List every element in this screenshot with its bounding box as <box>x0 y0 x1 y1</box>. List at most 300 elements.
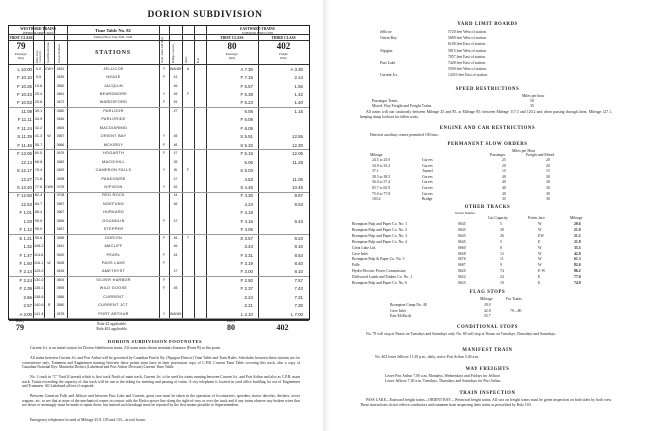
cell-nm: 0618 <box>56 269 65 274</box>
other-points: W <box>538 257 542 262</box>
cell-lt: 11.09 <box>21 108 32 114</box>
cell-nm: 0676 <box>56 151 65 156</box>
footnote-1: Current Jct. is an initial station for Dorion Subdivision trains. All trains must obtain terminal clearance (Form B) at this point. <box>30 346 221 350</box>
cell-lt: S 12.17 <box>16 168 32 174</box>
cell-s1: F <box>162 142 166 147</box>
sidings-label: Sidings Capacity <box>172 43 175 63</box>
cell-mi: 114.6 <box>34 252 44 257</box>
cell-s2: 47 <box>173 151 178 156</box>
slow-head-mileage: Mileage <box>370 153 383 157</box>
cell-e2: 1.56 <box>294 83 303 89</box>
cell-e2: 12.55 <box>292 134 303 140</box>
way-freight-line-2: Leave Jellicoe 7.30 a.m. Tuesdays, Thursdays and Saturdays for Port Arthur. <box>385 379 502 383</box>
slow-kind: Curves <box>422 191 433 196</box>
eastward-label: EASTWARD TRAINS <box>240 27 275 31</box>
cell-s2: 47 <box>173 218 178 223</box>
yard-limit-text: 5500 feet West of station. <box>448 67 487 72</box>
other-station: 0645 <box>458 222 466 226</box>
cell-e1: 2.21 <box>244 303 253 309</box>
cell-s2: 41 <box>173 75 178 80</box>
cell-e2: 1.15 <box>294 108 303 114</box>
other-station: 0645 <box>458 239 466 244</box>
cell-nm: 0687 <box>56 201 65 206</box>
cell-st: MCKIRDY <box>103 142 124 147</box>
cell-s2: 39 <box>173 159 178 164</box>
inspection-note: PASS LAKE—Eastward freight trains—ORIENT BAY—Westward freight trains. All cars on freight trains must be given inspection on both sides by both crew. These instructions do not relieve conductors and trainmen from inspecting their trains as prescribed by Rule 103. <box>360 398 612 407</box>
cell-lt: F 1.50 <box>19 261 32 267</box>
cell-s1: Y <box>162 92 166 97</box>
slow-passenger: 15 <box>502 169 506 174</box>
rule-left: Rule 42 applicable. <box>97 322 127 326</box>
cell-e1: F 6.23 <box>240 100 253 106</box>
cell-st: PEARL <box>106 252 121 257</box>
cell-s1: Y <box>162 66 166 71</box>
cell-e1: S 5.51 <box>240 134 253 140</box>
westward-days: Daily <box>17 56 25 60</box>
cell-e1: 6.06 <box>244 108 253 114</box>
other-name: Brompton Pulp and Paper Co. No. 1 <box>352 222 408 226</box>
cell-mi: 116.1 <box>34 261 44 266</box>
slow-kind: Curves <box>422 174 433 179</box>
slow-mileage: 75.0 to 77.8 <box>372 191 391 196</box>
table-row <box>9 285 309 293</box>
other-name: Driftwood Lands and Timber Co. No. 1 <box>352 275 413 280</box>
footnote-4: Between Cameron Falls and Jellicoe and between Pass Lake and Current, great care must be taken in the operation of locomotives, speeders, motor derricks, ditchers, tower wagons, etc. to see that at none of the mechanical cranes in contact with the Hydro power line along the right-of-way or over the track and if any trains observe any broken wires that are down or seemingly must be made to repair these, but instead such breakage must be reported by the first means possible to Superintendent. <box>22 394 300 408</box>
table-row <box>9 150 309 158</box>
table-row <box>9 192 309 200</box>
other-capacity: 24 <box>500 275 504 280</box>
cell-lt: 12.53 <box>21 201 32 207</box>
slow-passenger: 40 <box>502 191 506 196</box>
cell-st: PARLOOR <box>103 108 124 113</box>
table-row <box>9 259 309 267</box>
flag-head-trains: For Trains <box>506 297 522 301</box>
freight-train-number: 402 <box>276 41 291 51</box>
eastward-sub: SUPERIOR DIRECTION <box>241 30 274 35</box>
cell-mi: 0.0 <box>35 66 42 71</box>
cell-lt: F 1.12 <box>19 227 32 233</box>
slow-passenger: 40 <box>502 180 506 185</box>
cell-lt: F 10.53 <box>17 100 32 106</box>
yard-limit-title: YARD LIMIT BOARDS <box>457 22 518 27</box>
cell-e1: F 4.06 <box>240 227 253 233</box>
station-number-label: Station Numbers <box>58 44 61 63</box>
other-mileage: 61.3 <box>574 257 581 262</box>
cell-s2: 44 <box>173 193 178 198</box>
cell-lt: 12.14 <box>21 159 32 165</box>
cell-e1: F 5.16 <box>240 151 253 157</box>
cell-e2: 9.23 <box>294 235 303 241</box>
cell-s2: 51 <box>173 100 178 105</box>
cell-lt: F 11.11 <box>17 117 32 123</box>
cell-s2: 45 <box>173 92 178 97</box>
cell-mi: 15.6 <box>34 83 43 88</box>
cell-mi: 95.6 <box>34 235 43 240</box>
footer-day-right: Daily <box>226 319 236 323</box>
table-row <box>9 158 309 166</box>
slow-freight: 20 <box>546 163 550 168</box>
cell-mi: 55.7 <box>34 142 43 147</box>
slow-passenger: 20 <box>502 163 506 168</box>
cell-st: HURKARD <box>103 210 124 215</box>
cell-e2: 7.31 <box>294 294 303 300</box>
speed-head: Miles per hour <box>522 94 545 98</box>
cell-e1: F 3.31 <box>240 252 253 258</box>
cell-st: NEAZE <box>106 75 121 80</box>
cell-lt: F 10.26 <box>17 83 32 89</box>
flag-stops-title: FLAG STOPS <box>469 290 506 295</box>
cell-mi: 125.2 <box>34 269 44 274</box>
cell-nm: 0578 <box>56 311 65 316</box>
other-name: Great Lake Ltd. <box>352 245 377 250</box>
westward-label: WESTWARD TRAINS <box>20 27 56 31</box>
cell-s2: 45 <box>173 134 178 139</box>
cell-nm: 0680 <box>56 108 65 113</box>
cell-mi: 71.8 <box>34 176 43 181</box>
cell-mi: 25.4 <box>34 92 43 97</box>
cell-e2: 1.42 <box>294 92 303 98</box>
timetable-page-right <box>330 0 645 431</box>
yard-limit-station: Orient Bay <box>380 36 397 41</box>
cell-e2: 11.05 <box>292 176 303 182</box>
yard-limit-station: Pass Lake <box>380 61 396 65</box>
cell-e2: 8.54 <box>294 252 303 258</box>
flag-mileage: 42.8 <box>484 308 491 313</box>
cell-e2: 7.30 <box>294 303 303 309</box>
cell-s1: F <box>162 75 166 80</box>
yard-limit-text: 5815 feet West of station. <box>448 48 487 53</box>
other-name: Brompton Pulp and Paper Co. No. 4 <box>352 239 408 244</box>
cell-st: PASS LAKE <box>101 261 126 266</box>
cell-sp: R <box>47 303 51 308</box>
cell-st: WARDSFORD <box>99 100 128 105</box>
rule-right: Rule 402 applicable. <box>96 327 128 331</box>
other-tracks-title: OTHER TRACKS <box>464 205 511 210</box>
slow-freight: 30 <box>546 197 550 202</box>
other-points: W <box>538 222 542 226</box>
cell-s1: Y <box>162 184 166 189</box>
table-row <box>9 166 309 174</box>
cell-mi: 60.5 <box>34 151 43 156</box>
cell-mi: 95.5 <box>34 218 43 223</box>
footnotes-title: DORION SUBDIVISION FOOTNOTES <box>107 339 203 344</box>
conditional-title: CONDITIONAL STOPS <box>456 325 519 330</box>
cell-e1: 4.53 <box>244 176 253 182</box>
cell-s1: F <box>162 151 166 156</box>
cell-nm: 0595 <box>56 286 65 291</box>
other-points: W <box>538 227 542 232</box>
cell-s2: 52 <box>173 184 178 189</box>
other-capacity: 11 <box>500 257 504 262</box>
cell-e1: 4.24 <box>244 201 253 207</box>
speed-freight-value: 35 <box>530 104 534 108</box>
cell-lt: 1.03 <box>23 218 32 224</box>
slow-mileage: 24.5 to 25.0 <box>372 158 391 162</box>
flag-name: East McKirdy <box>390 314 412 319</box>
cell-nm: 0658 <box>56 235 65 240</box>
yard-limit-text: 7057 feet East of station. <box>448 54 486 59</box>
cell-e2: 10.45 <box>292 184 303 190</box>
cell-st: STEPPER <box>103 227 124 232</box>
cell-nm: 0631 <box>56 66 65 71</box>
cell-s1: Y <box>162 311 166 316</box>
freight-days: Daily <box>280 56 287 60</box>
table-row <box>9 200 309 208</box>
other-points: E <box>538 275 541 280</box>
cell-e1: F 4.30 <box>240 193 253 199</box>
cell-mi: 76.4 <box>34 168 43 173</box>
table-row <box>9 293 309 301</box>
other-station: 0676 <box>458 257 466 262</box>
cell-st: RED ROCK <box>102 193 125 198</box>
cell-mi: 141.4 <box>34 311 44 316</box>
cell-nm: 0698 <box>56 176 65 181</box>
footer-train-402: 402 <box>276 323 289 332</box>
other-station: 0660 <box>458 245 466 250</box>
cell-e2: 12.30 <box>292 142 303 148</box>
other-mileage: 77.0 <box>574 275 581 280</box>
footnote-2: All trains between Current Jct. and Port Arthur will be governed by Canadian Pacific Ry. (Nipigon District) Time Table and Train Rules. Schedules between these stations are for convenience only. Trainmen and Enginemen running between these points must have in their possession copy of C.P.R. Current Time Table covering this track, also a copy of Canadian National Rys. Manitoba District (Lakehead and Port Arthur Division) Current Time Table. <box>22 356 300 370</box>
cell-mi: 34.9 <box>34 117 43 122</box>
cell-lt: F 2.14 <box>19 269 32 275</box>
cell-e1: S 5.32 <box>240 142 253 148</box>
speed-title: SPEED RESTRICTIONS <box>455 87 520 92</box>
cell-s3: T <box>186 235 190 240</box>
table-row <box>9 242 309 250</box>
table-row <box>9 133 309 141</box>
cell-st: CURRENT JCT. <box>98 303 129 308</box>
speed-passenger-label: Passenger Trains <box>372 99 398 103</box>
cell-e1: F 6.05 <box>240 125 253 131</box>
other-capacity: 5 <box>500 222 502 226</box>
slow-head-passenger: Passenger <box>490 153 506 157</box>
table-row <box>9 124 309 132</box>
cell-nm: 0692 <box>56 168 65 173</box>
timetable-number: Time Table No. 82 <box>95 28 131 33</box>
slow-freight: 30 <box>546 191 550 196</box>
westward-train-kind: Passenger <box>15 52 27 56</box>
cell-e1: A 7.30 <box>240 66 253 72</box>
other-station: 0687 <box>458 263 466 268</box>
slow-kind: Curves <box>422 163 433 168</box>
slow-passenger: 25 <box>502 158 506 162</box>
other-mileage: 42.8 <box>574 251 581 256</box>
cell-lt: 2.56 <box>23 294 32 300</box>
cell-st: HOGARTH <box>102 151 125 156</box>
speed-note: All trains will run cautiously between Mileage 25 and 85, at Mileage 85; between Mileage 117.3 and 120.2 and when passing through Jarnt, Mileage 127.1, keeping sharp lookout for fallen rocks. <box>360 110 612 119</box>
other-name: Brompton Pulp and Paper Co. No. 3 <box>352 233 408 238</box>
cell-lt: F 12.50 <box>17 193 32 199</box>
cell-s1: F <box>162 261 166 266</box>
cell-lt: F 2.24 <box>19 277 32 283</box>
yard-limit-text: 6100 feet East of station. <box>448 42 486 47</box>
flag-trains: 79—80 <box>510 308 522 313</box>
cell-st: AMCLIFF <box>104 244 123 249</box>
cell-e1: F 6.38 <box>240 92 253 98</box>
slow-head-freight: Freight and Mixed <box>526 153 555 157</box>
cell-e1: 5.06 <box>244 159 253 165</box>
cell-e1: F 4.18 <box>240 210 253 216</box>
other-mileage: 82.0 <box>574 263 581 268</box>
cell-st: PARLORIDE <box>101 117 126 122</box>
slow-head-mph: Miles per Hour <box>512 149 536 153</box>
slow-passenger: 35 <box>502 197 506 202</box>
cell-s1: Y <box>162 134 166 139</box>
other-points: W <box>538 245 542 250</box>
cell-st: ORIENT BAY <box>100 134 127 139</box>
cell-lt: F 12.06 <box>17 151 32 157</box>
cell-st: WILD GOOSE <box>99 286 128 291</box>
cell-mi: 108.2 <box>34 244 44 249</box>
engine-note: Heaviest auxiliary cranes permitted 100 tons. <box>370 133 439 137</box>
cell-sp: W <box>47 261 51 266</box>
other-mileage: 74.9 <box>574 281 581 285</box>
cell-mi: 84.7 <box>34 201 43 206</box>
cell-e2: 12.06 <box>292 151 303 157</box>
way-freight-line-1: Leave Port Arthur 7.00 a.m. Mondays, Wednesdays and Fridays for Jellicoe. <box>385 374 501 378</box>
slow-kind: Curves <box>422 158 433 162</box>
other-station: 0620 <box>458 269 466 274</box>
conditional-note: No. 79 will stop at Neazo on Tuesdays and Saturdays only. No. 80 will stop at Neazo on Tuesdays, Thursdays and Saturdays. <box>366 332 556 336</box>
cell-st: BEARDMORE <box>99 92 128 97</box>
cell-e1: L 2.10 <box>240 311 253 317</box>
cell-lt: F 11.24 <box>17 125 32 131</box>
cell-s1: F <box>162 235 166 240</box>
table-row <box>9 73 309 81</box>
cell-lt: F 2.39 <box>19 286 32 292</box>
footnote-5: Emergency telephones located at Mileage 25.8, 105 and 133—in tool house. <box>30 418 147 422</box>
other-name: Palle <box>352 263 360 268</box>
cell-sp: CWY <box>45 66 54 71</box>
slow-freight: 30 <box>546 186 550 190</box>
cell-st: SILVER HARBOR <box>96 277 131 282</box>
cell-mi: 25.8 <box>34 100 43 105</box>
cell-st: JACQUIN <box>104 83 123 88</box>
cell-e1: F 2.50 <box>240 277 253 283</box>
cell-e2: 7.57 <box>294 277 303 283</box>
cell-s3: F <box>186 168 190 173</box>
cell-s1: F <box>162 277 166 282</box>
other-head-points: Points face <box>528 216 545 220</box>
slow-mileage: 65.7 to 65.9 <box>372 186 391 190</box>
cell-nm: 0646 <box>56 117 65 122</box>
cell-lt: L 10.00 <box>17 66 32 72</box>
cell-st: NOEFUNG <box>102 201 125 206</box>
cell-e1: F 6.09 <box>240 117 253 123</box>
table-row <box>9 276 309 284</box>
slow-kind: Curves <box>422 180 433 185</box>
cell-nm: 0657 <box>56 227 65 232</box>
cell-s2: 46 <box>173 244 178 249</box>
cell-e1: 3.43 <box>244 244 253 250</box>
cell-st: DORION <box>105 235 122 240</box>
other-capacity: 26 <box>500 233 504 238</box>
yard-limit-text: 5720 feet West of station. <box>448 30 487 34</box>
cell-nm: 0705 <box>56 184 65 189</box>
westward-train-number: 79 <box>16 41 26 51</box>
cell-lt: S 11.29 <box>17 134 32 140</box>
cell-mi: 39.1 <box>34 108 43 113</box>
table-row <box>9 251 309 259</box>
yard-limit-station: Nipigon <box>380 48 393 53</box>
other-station: 0645 <box>458 233 466 238</box>
cell-nm: 0661 <box>56 92 65 97</box>
other-capacity: 30 <box>500 227 504 232</box>
cell-e2: 11.25 <box>292 159 303 165</box>
slow-mileage: 34.9 to 35.2 <box>372 163 391 168</box>
cell-lt: F 10.10 <box>17 75 32 81</box>
cell-mi: 42.2 <box>34 125 43 130</box>
table-row <box>9 302 309 310</box>
cell-lt: F 10.43 <box>17 92 32 98</box>
cell-nm: 0650 <box>56 83 65 88</box>
slow-orders-title: PERMANENT SLOW ORDERS <box>447 142 528 147</box>
other-mileage: 21.8 <box>574 239 581 244</box>
yard-limit-text: 7428 feet East of station. <box>448 61 486 65</box>
cell-st: GOUNDLIN <box>102 218 125 223</box>
engine-title: ENGINE AND CAR RESTRICTIONS <box>439 126 536 131</box>
table-row <box>9 90 309 98</box>
miles-label: Miles from Current Jct. <box>36 49 42 63</box>
cell-nm: 0672 <box>56 100 65 105</box>
other-name: Brompton Pulp and Paper Co. No. 2 <box>352 227 408 232</box>
other-station: 0658 <box>458 251 466 256</box>
cell-lt: S 12.40 <box>16 184 32 190</box>
cell-e1: F 4.16 <box>240 218 253 224</box>
other-name: Brompton Pulp and Paper Co. No. 6 <box>352 281 408 285</box>
cell-nm: 0630 <box>56 252 65 257</box>
other-points: E <box>538 281 541 285</box>
cell-s2: 45 <box>173 286 178 291</box>
other-head-station: Station Number <box>454 211 476 215</box>
cell-s2: 46 <box>173 235 178 240</box>
cell-e2: 1.40 <box>294 100 303 106</box>
table-row <box>9 82 309 90</box>
cell-mi: 138.6 <box>34 294 44 299</box>
table-row <box>9 65 309 73</box>
other-capacity: 12 <box>500 251 504 256</box>
cell-nm: 0639 <box>56 75 65 80</box>
cell-s2: 47 <box>173 108 178 113</box>
other-capacity: 10 <box>500 281 504 285</box>
flag-mileage: 55.7 <box>484 314 491 319</box>
slow-kind: Curves <box>422 186 433 190</box>
cell-mi: 41.3 <box>34 134 43 139</box>
fuel-label: Fuel <box>197 58 200 63</box>
cell-e1: S 3.57 <box>240 235 253 241</box>
cell-lt: F 1.01 <box>19 210 32 216</box>
cell-nm: 0654 <box>56 125 65 130</box>
cell-st: CAMERON FALLS <box>95 168 132 173</box>
eastward-train-kind: Passenger <box>226 52 238 56</box>
slow-freight: 30 <box>546 174 550 179</box>
eastward-third-class: THIRD CLASS <box>271 35 296 40</box>
cell-e2: 7.43 <box>294 286 303 292</box>
cell-lt: S 1.21 <box>19 235 32 241</box>
cell-s2: 46 <box>173 83 178 88</box>
other-head-mileage: Mileage <box>570 216 583 220</box>
cell-lt: F 11.46 <box>17 142 32 148</box>
slow-kind: Tunnel <box>422 169 433 174</box>
cell-lt: 12.27 <box>21 176 32 182</box>
westward-sub: INFERIOR DIRECTION <box>22 30 54 35</box>
eastward-train-number: 80 <box>227 41 237 51</box>
cell-sp: CWK <box>45 184 54 189</box>
cell-st: MACDIARMID <box>99 125 128 130</box>
cell-e2: 9.57 <box>294 193 303 199</box>
cell-nm: 0656 <box>56 218 65 223</box>
cell-lt: 1.32 <box>23 244 32 250</box>
